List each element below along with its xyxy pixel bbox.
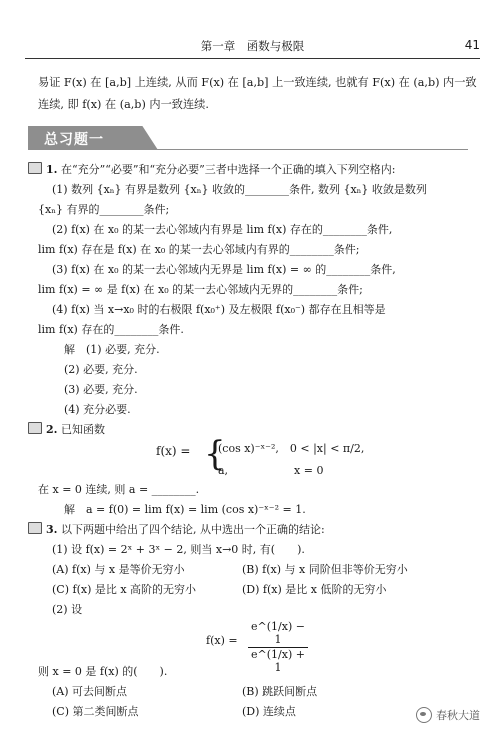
- fraction-denominator: e^(1/x) + 1: [251, 648, 305, 674]
- q3-choices2-ab: [28, 682, 480, 702]
- intro-paragraph: 易证 F(x) 在 [a,b] 上连续, 从而 F(x) 在 [a,b] 上一致连续, 也就有 F(x) 在 (a,b) 内一致连续, 即 f(x) 在 (a,b) 内一致连续.: [38, 76, 477, 111]
- q1-line3a: (3) f(x) 在 x₀ 的某一去心邻域内无界是 lim f(x) = ∞ 的________条件,: [52, 263, 396, 276]
- q1-line4a: (4) f(x) 当 x→x₀ 时的右极限 f(x₀⁺) 及左极限 f(x₀⁻) 都存在且相等是: [52, 303, 386, 316]
- q3-number: 3.: [46, 523, 58, 536]
- q1-answer4: (4) 充分必要.: [64, 403, 131, 416]
- q1-line4b: lim f(x) 存在的________条件.: [38, 323, 184, 336]
- q3-choice-c: (C) f(x) 是比 x 高阶的无穷小: [52, 583, 197, 596]
- q1-stem-row: [28, 160, 480, 180]
- wechat-icon: [416, 707, 432, 723]
- chapter-title: 第一章 函数与极限: [200, 39, 305, 53]
- q2-solution: 解 a = f(0) = lim f(x) = lim (cos x)⁻ˣ⁻² = 1.: [64, 503, 306, 516]
- q3-part1: (1) 设 f(x) = 2ˣ + 3ˣ − 2, 则当 x→0 时, 有( ).: [52, 543, 305, 556]
- q3-choice-b: (B) f(x) 与 x 同阶但非等价无穷小: [242, 563, 408, 576]
- q2-case2: a, x = 0: [218, 464, 324, 477]
- q1-stem: 在“充分”“必要”和“充分必要”三者中选择一个正确的填入下列空格内:: [60, 163, 396, 176]
- q2-stem-row: [28, 420, 480, 440]
- q3-fx-label: f(x) =: [206, 634, 238, 647]
- section-banner: [28, 126, 468, 150]
- q1-line3b: lim f(x) = ∞ 是 f(x) 在 x₀ 的某一去心邻域内无界的________条件;: [38, 283, 363, 296]
- q1-line2b: lim f(x) 存在是 f(x) 在 x₀ 的某一去心邻域内有界的________条件;: [38, 243, 360, 256]
- pencil-icon: [28, 162, 42, 174]
- q1-line1b: {xₙ} 有界的________条件;: [38, 203, 170, 216]
- q3-stem-row: [28, 520, 480, 540]
- exercise-body: [28, 160, 480, 722]
- section-title: 总习题一: [44, 132, 104, 148]
- q3-choices-cd: [28, 580, 480, 600]
- page-number: 41: [464, 38, 480, 52]
- q3-part2: (2) 设: [52, 603, 83, 616]
- q2-continuity: 在 x = 0 连续, 则 a = ________.: [38, 483, 200, 496]
- section-rule: [156, 149, 468, 150]
- q2-stem: 已知函数: [60, 423, 105, 436]
- watermark-text: 春秋大道: [436, 709, 480, 722]
- q3-choice2-a: (A) 可去间断点: [52, 685, 128, 698]
- q1-answer1: 解 (1) 必要, 充分.: [64, 343, 160, 356]
- pencil-icon: [28, 422, 42, 434]
- fraction-numerator: e^(1/x) − 1: [248, 620, 308, 648]
- q1-answer2: (2) 必要, 充分.: [64, 363, 138, 376]
- fraction: [248, 620, 308, 674]
- brace-icon: {: [204, 434, 226, 474]
- q3-choice-a: (A) f(x) 与 x 是等价无穷小: [52, 563, 185, 576]
- page-header: [25, 38, 480, 56]
- q3-choice2-d: (D) 连续点: [242, 705, 296, 718]
- q3-choices-ab: [28, 560, 480, 580]
- header-rule: [25, 58, 480, 59]
- q3-choice-d: (D) f(x) 是比 x 低阶的无穷小: [242, 583, 387, 596]
- q1-answer3: (3) 必要, 充分.: [64, 383, 138, 396]
- q1-number: 1.: [46, 163, 58, 176]
- pencil-icon: [28, 522, 42, 534]
- q3-choices2-cd: [28, 702, 480, 722]
- q2-case1: (cos x)⁻ˣ⁻², 0 < |x| < π/2,: [218, 442, 365, 455]
- q2-number: 2.: [46, 423, 58, 436]
- q1-line1a: (1) 数列 {xₙ} 有界是数列 {xₙ} 收敛的________条件, 数列 {xₙ} 收敛是数列: [52, 183, 427, 196]
- q2-fx-label: f(x) =: [156, 444, 191, 458]
- q3-part2-question: 则 x = 0 是 f(x) 的( ).: [38, 665, 168, 678]
- q3-choice2-c: (C) 第二类间断点: [52, 705, 139, 718]
- watermark: [416, 707, 480, 723]
- q1-line2a: (2) f(x) 在 x₀ 的某一去心邻域内有界是 lim f(x) 存在的________条件,: [52, 223, 393, 236]
- q3-choice2-b: (B) 跳跃间断点: [242, 685, 318, 698]
- q3-stem: 以下两题中给出了四个结论, 从中选出一个正确的结论:: [60, 523, 325, 536]
- q2-piecewise-formula: [28, 434, 480, 480]
